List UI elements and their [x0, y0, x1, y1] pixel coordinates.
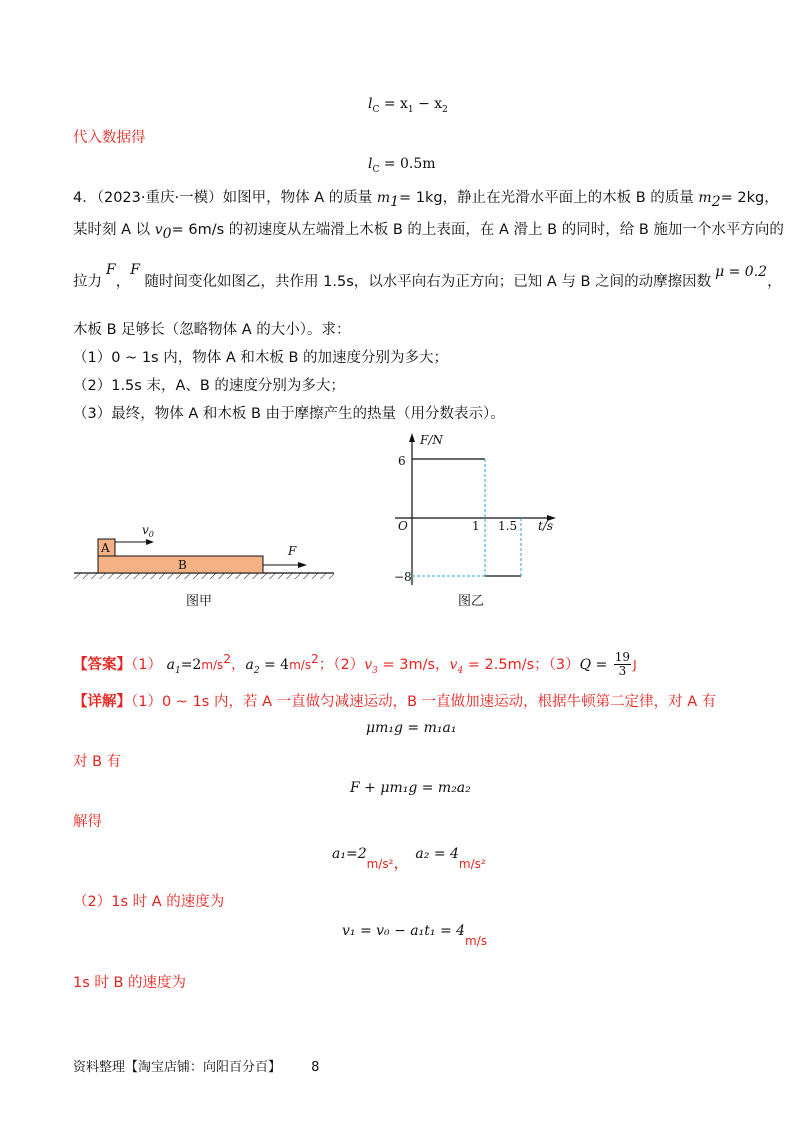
tick-1-5: 1.5: [498, 519, 518, 533]
question-1: （1）0 ~ 1s 内，物体 A 和木板 B 的加速度分别为多大；: [73, 350, 449, 366]
problem-line-1: 4．（2023·重庆·一模）如图甲，物体 A 的质量 $m_1= 1kg$，静止在光滑水平面上的木板 B 的质量 $m_2= 2kg$，: [73, 190, 779, 210]
equation-a: μm₁g = m₁a₁: [366, 720, 457, 736]
tick-6: 6: [398, 454, 406, 468]
detail-tag: 【详解】: [73, 694, 131, 710]
problem-line-3: 拉力F，F 随时间变化如图乙，共作用 1.5s，以水平向右为正方向；已知 A 与 B 之间的动摩擦因数μ = 0.2，: [73, 262, 782, 290]
block-a-label: A: [101, 541, 110, 555]
equation-solved: $a_1=2_{m/s^2}$， $a_2 = 4_{m/s^2}$: [332, 846, 486, 872]
page-number: 8: [311, 1060, 320, 1075]
part2b-label: 1s 时 B 的速度为: [73, 975, 187, 991]
force-label: F: [288, 544, 297, 558]
solve-label: 解得: [73, 814, 102, 830]
x-axis-label: t/s: [538, 519, 554, 533]
y-axis-arrow: [409, 433, 415, 442]
answer-tag: 【答案】: [73, 656, 131, 673]
v0-label: $v_0$: [142, 523, 154, 539]
answer-line: 【答案】（1） $a_1=2m/s^2$，$a_2 = 4m/s^2$；$(2)v_3 = 3m/s$，$v_4 = 2.5m/s$；（3）Q = $\frac{19}{3}$ J: [73, 650, 637, 679]
y-axis-label: F/N: [420, 433, 443, 447]
equation-b: F + μm₁g = m₂a₂: [350, 780, 471, 796]
v0-arrowhead: [146, 539, 154, 545]
question-2: （2）1.5s 末，A、B 的速度分别为多大；: [73, 378, 345, 394]
figure-yi: [390, 430, 570, 590]
question-3: （3）最终，物体 A 和木板 B 由于摩擦产生的热量（用分数表示）。: [73, 406, 505, 422]
footer: [73, 1056, 319, 1075]
problem-line-2: 某时刻 A 以 $v_0= 6m/s$ 的初速度从左端滑上木板 B 的上表面，在 A 滑上 B 的同时，给 B 施加一个水平方向的: [73, 222, 784, 242]
caption-yi: 图乙: [458, 594, 485, 609]
equation-v1: $v_1 = v_0 - a_1t_1 = 4_{m/s}$: [342, 923, 488, 948]
substitute-label: 代入数据得: [73, 130, 146, 146]
footer-label: 资料整理【淘宝店铺：向阳百分百】: [73, 1060, 282, 1075]
ground-hatch: [74, 573, 334, 579]
block-b-label: B: [178, 558, 187, 572]
tick-1: 1: [472, 519, 480, 533]
part2-label: （2）1s 时 A 的速度为: [73, 894, 225, 910]
force-arrowhead: [298, 562, 307, 568]
formula-lc-diff: $l_C = x_1 - x_2$: [368, 96, 448, 115]
tick-neg8: −8: [394, 570, 412, 584]
formula-lc-result: $l_C = 0.5m$: [368, 156, 436, 175]
problem-line-4: 木板 B 足够长（忽略物体 A 的大小）。求：: [73, 322, 351, 338]
origin-label: O: [398, 519, 408, 533]
detail-line-1: 【详解】（1）0 ~ 1s 内，若 A 一直做匀减速运动，B 一直做加速运动，根据牛顿第二定律，对 A 有: [73, 694, 717, 710]
for-b-label: 对 B 有: [73, 754, 122, 770]
caption-jia: 图甲: [186, 594, 213, 609]
